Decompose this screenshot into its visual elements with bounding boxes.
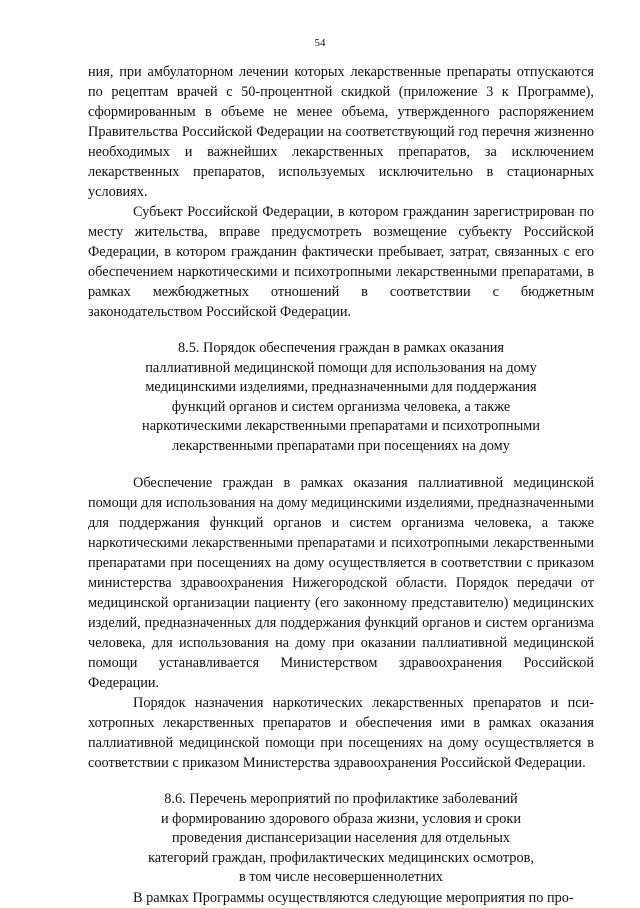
heading-line: в том числе несовершеннолетних [239, 869, 443, 885]
heading-line: наркотическими лекарственными препаратами и психотропными [142, 418, 540, 434]
section-8-5-heading [88, 339, 594, 456]
paragraph-palliative-provision: Обеспечение граждан в рамках оказания паллиативной медицинской помощи для использования на дому медицинскими изделиями, предназначенными для поддержания функций органов и систем организма человека, а также наркотическими лекарственными препаратами и психотропными лекарственными препаратами при посещениях на дому осуществляется в соответствии с приказом министерства здравоохранения Нижегородской области. Порядок передачи от медицинской организации пациенту (его законному представителю) медицинских изделий, предназначенных для поддержания функций органов и систем организма человека, для использования на дому при оказании паллиативной медицинской помощи устанавливается Министерством здравоохранения Российской Федерации. [88, 475, 594, 691]
paragraph-subject-reimbursement: Субъект Российской Федерации, в котором гражданин зарегистрирован по месту жительства, вправе предусмотреть возмещение субъекту Российской Федерации, в котором гражданин фактически пребывает, затрат, связанных с его обеспечением наркотическими и психотропными лекарственными препаратами, в рамках межбюджетных отношений в соответствии с бюджетным законодательством Российской Федерации. [88, 204, 594, 320]
heading-line: функций органов и систем организма человека, а также [171, 398, 511, 415]
heading-line: проведения диспансеризации населения для отдельных [171, 830, 510, 846]
paragraph-program-measures: В рамках Программы осуществляются следующие мероприятия по про- [133, 889, 574, 906]
page-content [88, 62, 594, 908]
heading-line: паллиативной медицинской помощи для использования на дому [145, 359, 537, 376]
heading-line: 8.6. Перечень мероприятий по профилактике заболеваний [164, 791, 518, 807]
heading-line: 8.5. Порядок обеспечения граждан в рамках оказания [178, 340, 504, 356]
section-8-6-heading [88, 790, 594, 888]
heading-line: медицинскими изделиями, предназначенными для поддержания [145, 379, 537, 395]
heading-line: лекарственными препаратами при посещениях на дому [172, 437, 510, 454]
heading-line: и формированию здорового образа жизни, условия и сроки [160, 810, 522, 827]
heading-line: категорий граждан, профилактических медицинских осмотров, [148, 849, 534, 866]
page-number: 54 [314, 37, 326, 49]
paragraph-continuation: ния, при амбулаторном лечении которых лекарственные препараты отпускаются по рецептам врачей с 50-процентной скидкой (приложение 3 к Программе), сформированным в объеме не менее объема, утвержденного распоряжением Правительства Российской Федерации на соответствующий год перечня жизненно необходимых и важнейших лекарственных препаратов, за исключением лекарственных препаратов, используемых исключительно в стационарных условиях. [88, 64, 594, 200]
paragraph-narcotic-prescription: Порядок назначения наркотических лекарственных препаратов и психотропных лекарственных препаратов и обеспечения ими в рамках оказания паллиативной медицинской помощи при посещениях на дому осуществляется в соответствии с приказом Министерства здравоохранения Российской Федерации. [88, 695, 594, 771]
